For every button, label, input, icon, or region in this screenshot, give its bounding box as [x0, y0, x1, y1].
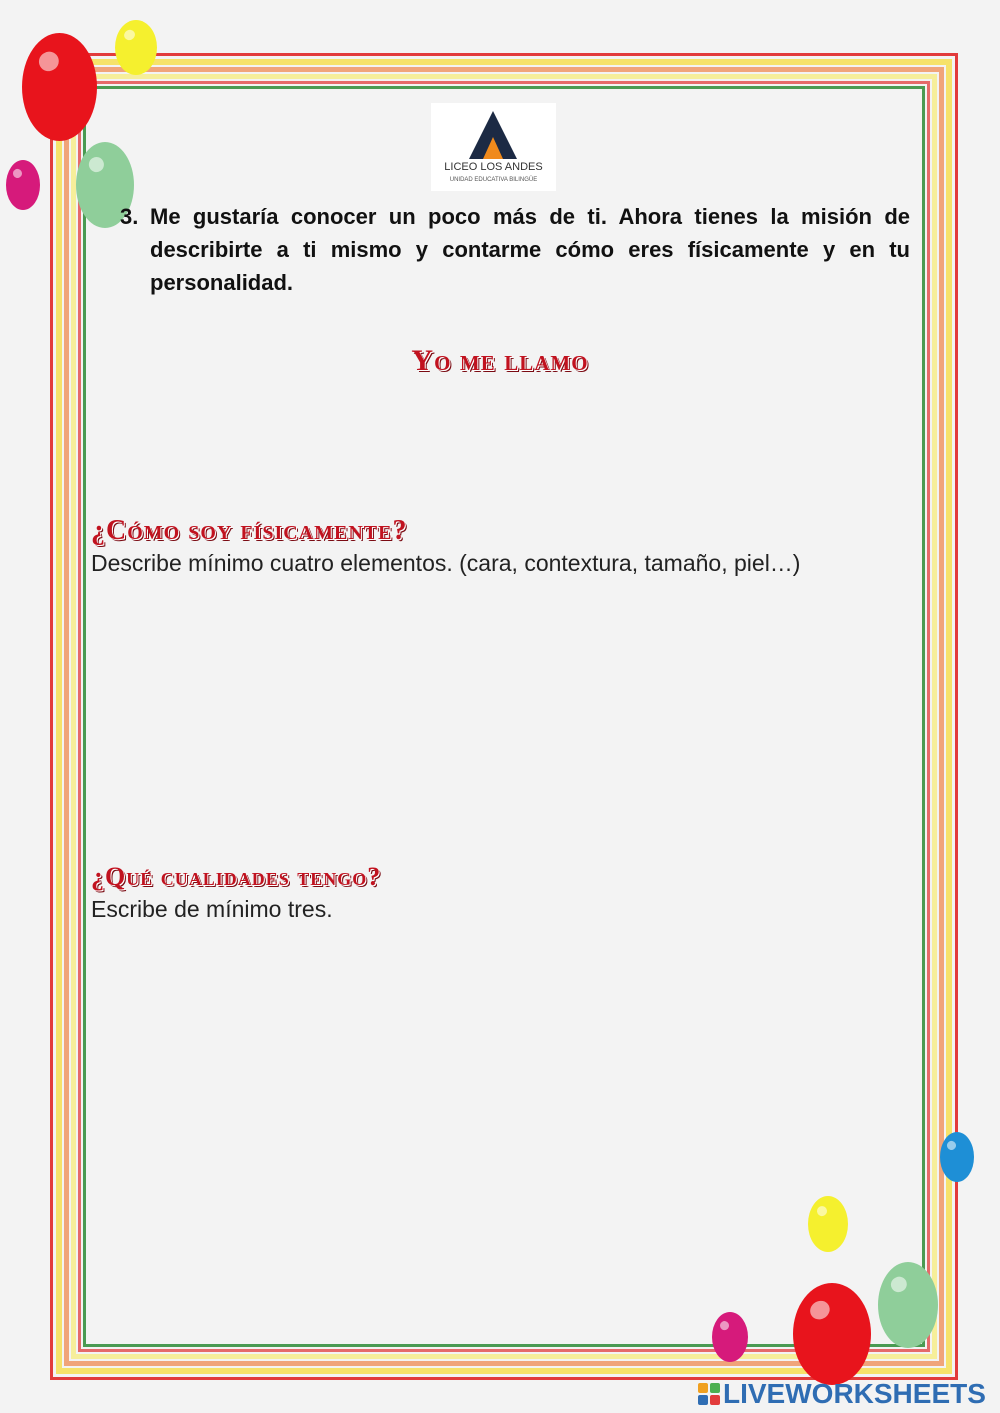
name-title: Yo me llamo	[411, 344, 589, 377]
liveworksheets-logo-icon	[698, 1383, 720, 1405]
question-number: 3.	[120, 204, 139, 229]
qualities-instruction: Escribe de mínimo tres.	[91, 896, 333, 922]
question-block	[120, 200, 910, 299]
balloon-blue-icon	[940, 1132, 974, 1182]
logo-subtitle: UNIDAD EDUCATIVA BILINGÜE	[449, 177, 538, 183]
physical-title: ¿Cómo soy físicamente?	[91, 515, 408, 546]
school-logo	[431, 103, 556, 191]
balloon-yellow-icon	[115, 20, 157, 75]
qualities-title: ¿Qué cualidades tengo?	[91, 862, 382, 891]
balloon-red-icon	[793, 1283, 871, 1385]
logo-name: LICEO LOS ANDES	[444, 161, 543, 173]
mountain-logo-icon	[431, 103, 556, 163]
balloon-pink-icon	[712, 1312, 748, 1362]
balloon-green-icon	[878, 1262, 938, 1348]
balloon-pink-icon	[6, 160, 40, 210]
question-text: Me gustaría conocer un poco más de ti. Ahora tienes la misión de describirte a ti mismo y contarme cómo eres físicamente y en tu personalidad.	[150, 204, 910, 295]
balloon-red-icon	[22, 33, 97, 141]
watermark	[698, 1378, 986, 1410]
physical-instruction: Describe mínimo cuatro elementos. (cara, contextura, tamaño, piel…)	[91, 550, 801, 576]
balloon-yellow-icon	[808, 1196, 848, 1252]
watermark-text: LIVEWORKSHEETS	[723, 1378, 986, 1409]
